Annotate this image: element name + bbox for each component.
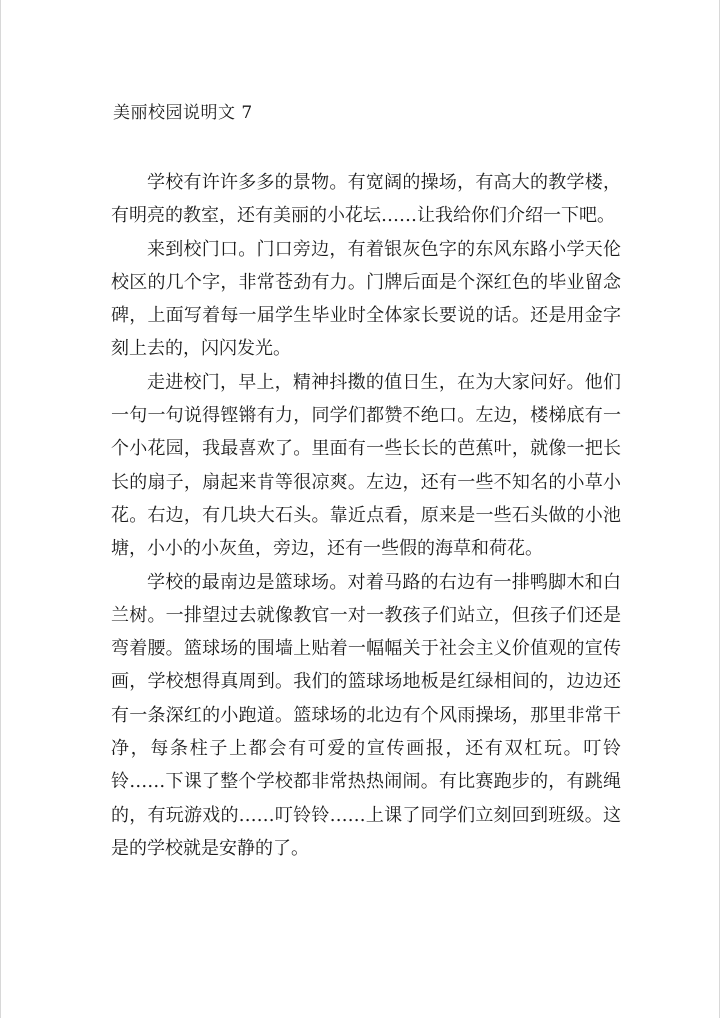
paragraph-school-gate: 来到校门口。门口旁边，有着银灰色字的东风东路小学天伦校区的几个字，非常苍劲有力。门牌后面是个深红色的毕业留念碑，上面写着每一届学生毕业时全体家长要说的话。还是用金字刻上去的，闪闪发光。 (111, 238, 621, 360)
paragraph-garden: 走进校门，早上，精神抖擞的值日生，在为大家问好。他们一句一句说得铿锵有力，同学们都赞不绝口。左边，楼梯底有一个小花园，我最喜欢了。里面有一些长长的芭蕉叶，就像一把长长的扇子，扇起来肯等很凉爽。左边，还有一些不知名的小草小花。右边，有几块大石头。靠近点看，原来是一些石头做的小池塘，小小的小灰鱼，旁边，还有一些假的海草和荷花。 (111, 371, 621, 560)
document-title: 美丽校园说明文 7 (113, 103, 253, 123)
page-left-edge (0, 0, 1, 1018)
document-body (111, 166, 621, 865)
paragraph-basketball-court: 学校的最南边是篮球场。对着马路的右边有一排鸭脚木和白兰树。一排望过去就像教官一对一教孩子们站立，但孩子们还是弯着腰。篮球场的围墙上贴着一幅幅关于社会主义价值观的宣传画，学校想得真周到。我们的篮球场地板是红绿相间的，边边还有一条深红的小跑道。篮球场的北边有个风雨操场，那里非常干净，每条柱子上都会有可爱的宣传画报，还有双杠玩。叮铃铃……下课了整个学校都非常热热闹闹。有比赛跑步的，有跳绳的，有玩游戏的……叮铃铃……上课了同学们立刻回到班级。这是的学校就是安静的了。 (111, 571, 621, 859)
paragraph-intro: 学校有许许多多的景物。有宽阔的操场，有高大的教学楼，有明亮的教室，还有美丽的小花坛……让我给你们介绍一下吧。 (111, 172, 621, 227)
